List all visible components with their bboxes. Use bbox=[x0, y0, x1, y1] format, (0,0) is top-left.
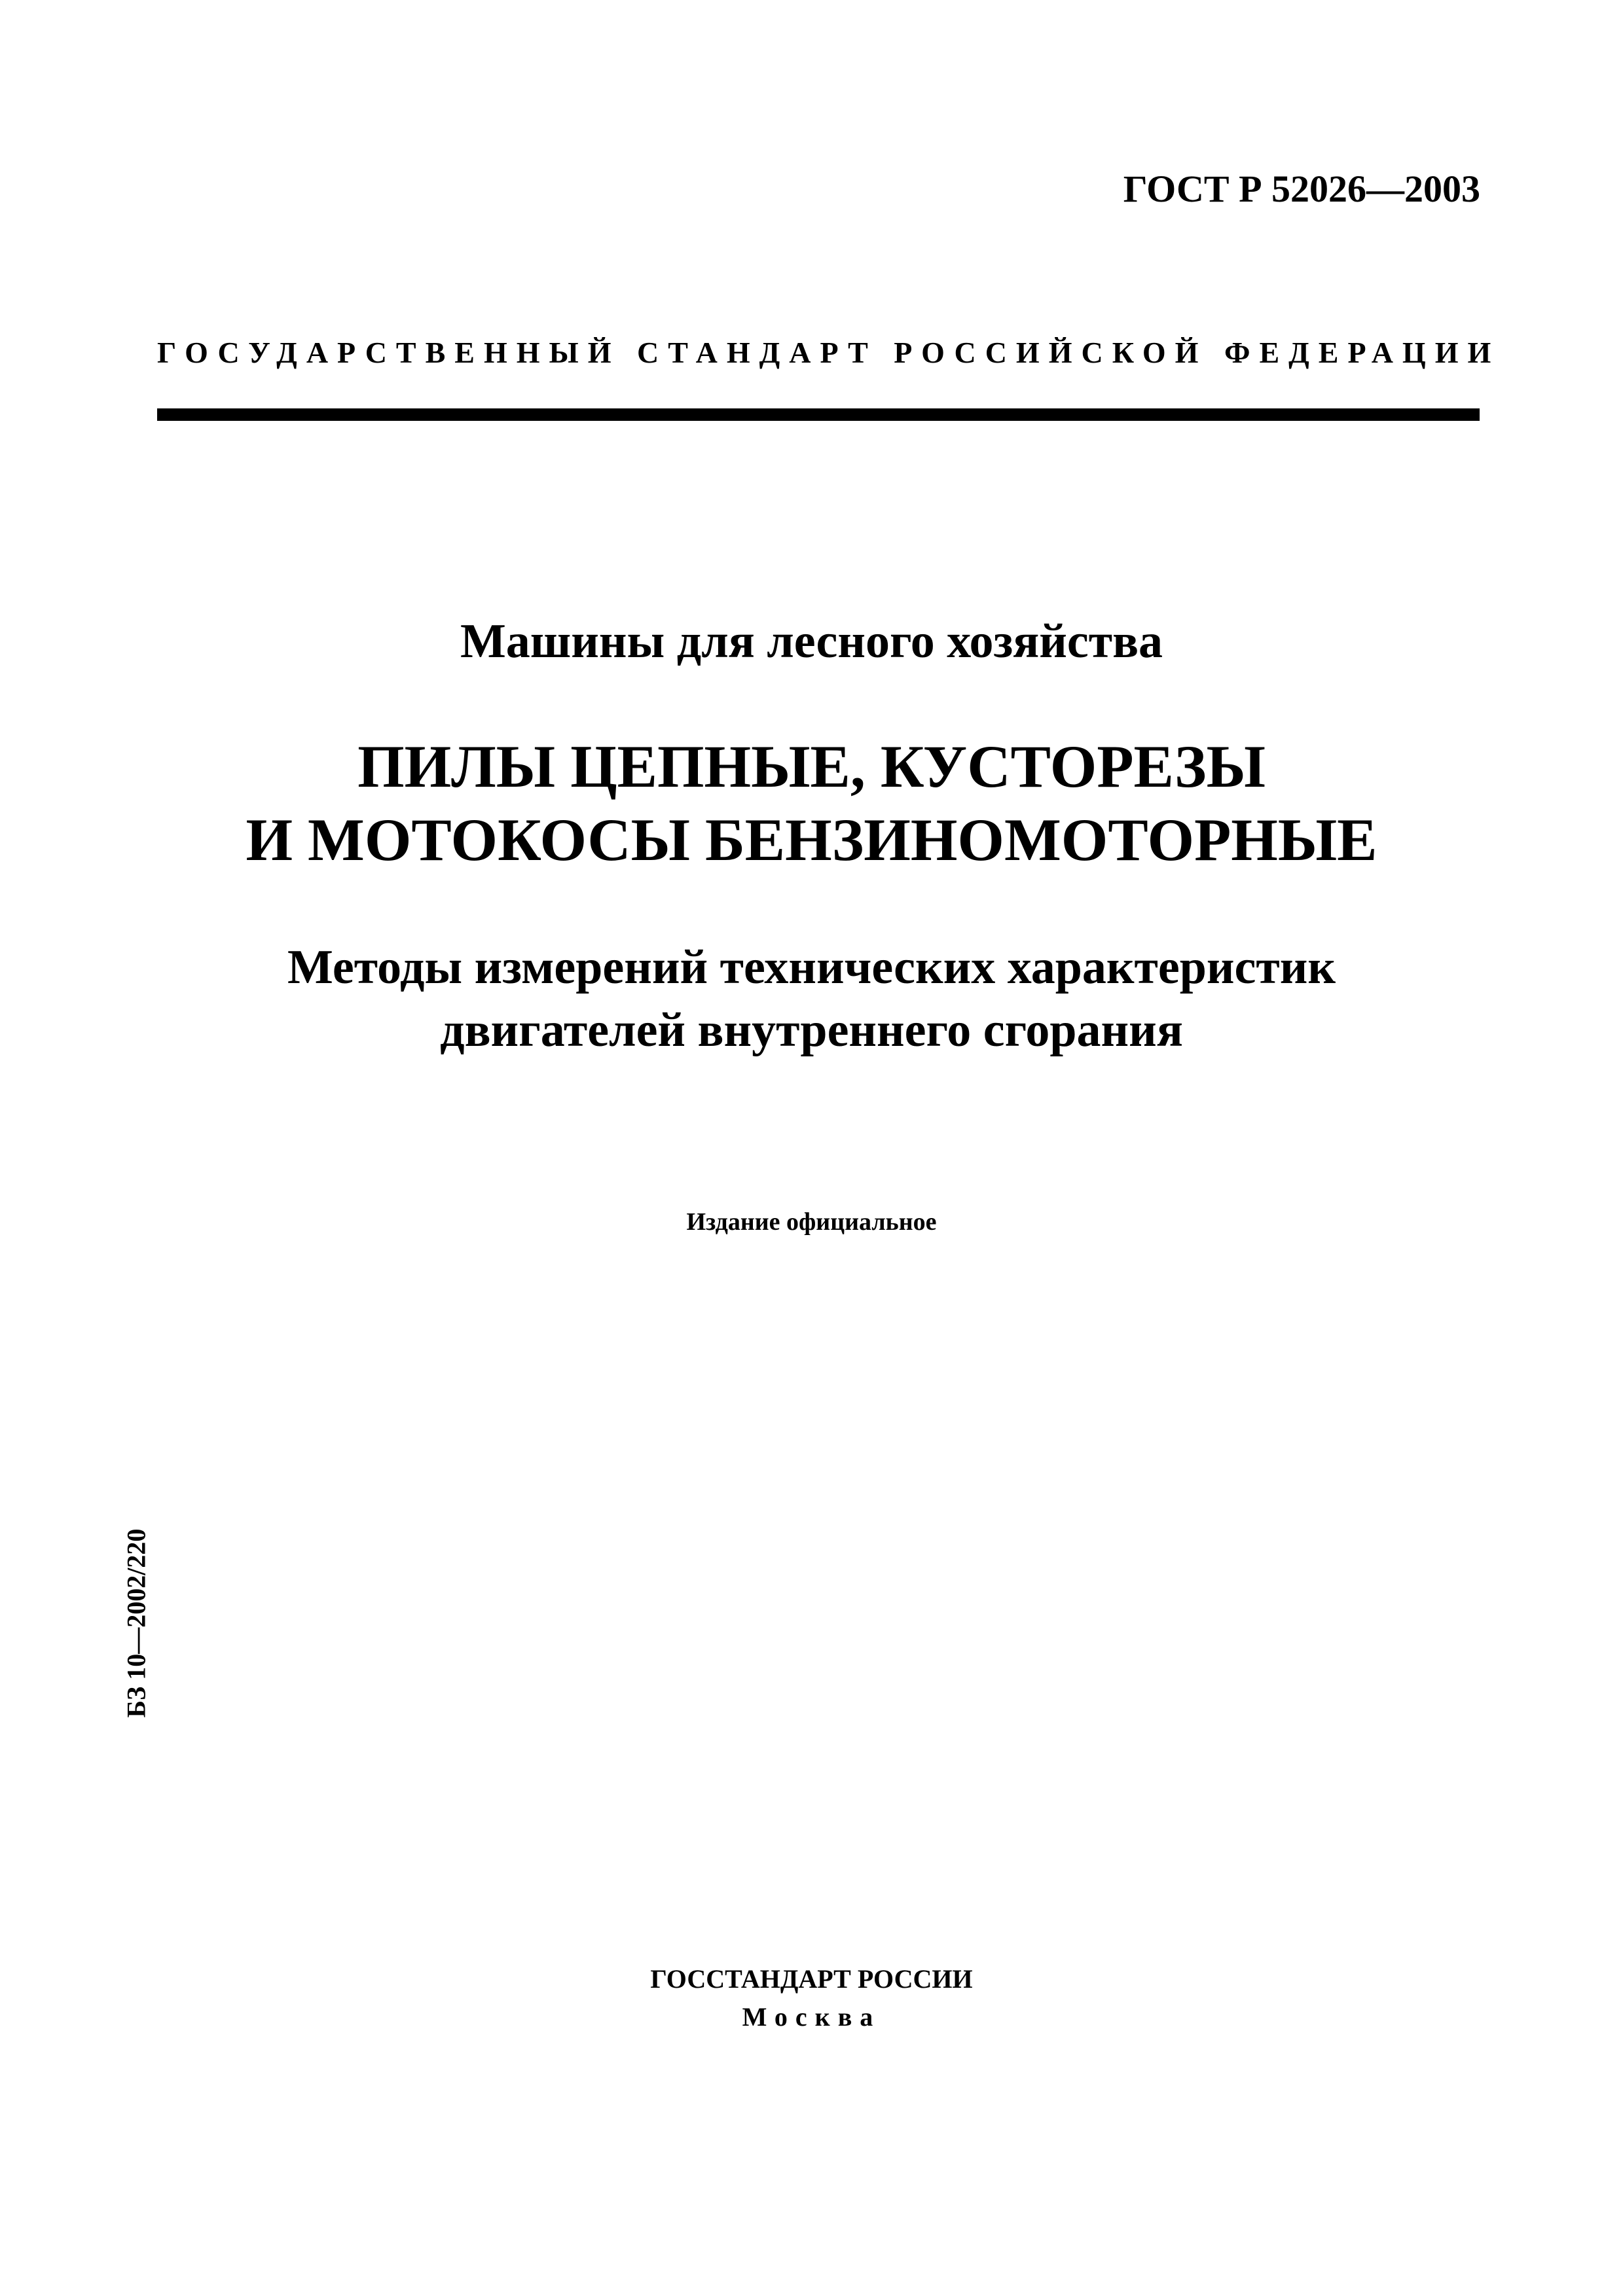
main-title-line-1: ПИЛЫ ЦЕПНЫЕ, КУСТОРЕЗЫ bbox=[357, 733, 1266, 800]
heading-divider bbox=[157, 408, 1480, 421]
subtitle-line-2: двигателей внутреннего сгорания bbox=[440, 1003, 1183, 1057]
main-title-line-2: И МОТОКОСЫ БЕНЗИНОМОТОРНЫЕ bbox=[246, 806, 1377, 873]
document-subject: Машины для лесного хозяйства bbox=[460, 615, 1163, 668]
document-main-title bbox=[0, 730, 1623, 876]
document-number: ГОСТ Р 52026—2003 bbox=[1123, 168, 1480, 210]
side-code-text: БЗ 10—2002/220 bbox=[121, 1528, 151, 1718]
edition-note: Издание официальное bbox=[686, 1208, 937, 1236]
document-subtitle bbox=[0, 936, 1623, 1062]
publication-city: Москва bbox=[742, 2002, 881, 2032]
state-standard-heading: ГОСУДАРСТВЕННЫЙ СТАНДАРТ РОССИЙСКОЙ ФЕДЕРАЦИИ bbox=[157, 336, 1501, 369]
publisher: ГОССТАНДАРТ РОССИИ bbox=[650, 1964, 973, 1994]
subtitle-line-1: Методы измерений технических характеристик bbox=[287, 941, 1336, 994]
